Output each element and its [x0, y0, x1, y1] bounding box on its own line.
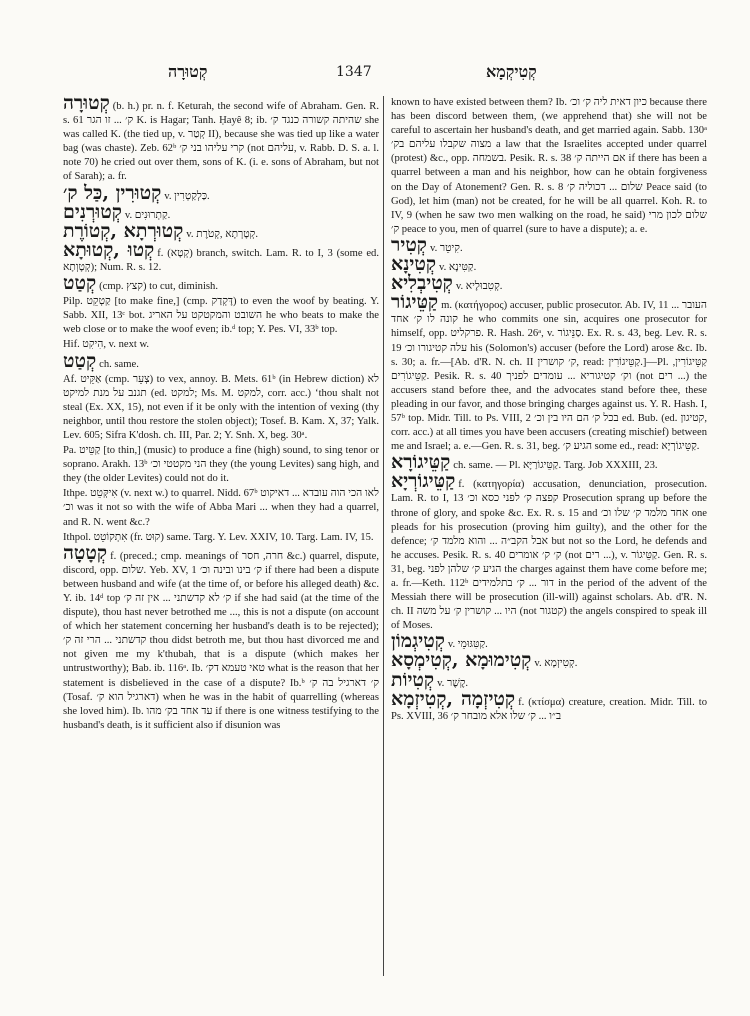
- entry-headword: קְטוּרִין ,כַּל ק׳: [63, 181, 162, 204]
- entry-definition: f. (κτίσμα) creature, creation. Midr. Till. to Ps. XVIII, 36 ב״ו ... ק׳ שלו אלא מובחר ק׳: [391, 696, 708, 722]
- dictionary-entry: [391, 233, 707, 256]
- dictionary-entry: [63, 444, 379, 486]
- entry-headword: קַטֵּיגוֹר: [391, 291, 439, 314]
- entry-definition: Ithpol. אִתְקוֹטֵט (fr. קוּט) same. Targ. Y. Lev. XXIV, 10. Targ. Lam. IV, 15.: [63, 531, 374, 543]
- entry-definition: v. קַתְרוּנִים.: [124, 209, 171, 221]
- entry-headword: קְטַט: [63, 272, 97, 295]
- dictionary-entry: [63, 338, 379, 352]
- left-running-headword: קְטוּרָה: [168, 62, 208, 81]
- dictionary-entry: [391, 687, 708, 724]
- entry-definition: m. (κατήγορος) accuser, public prosecutor. Ab. IV, 11 העובר ... קונה לו ק׳ אחד he who commits one sin, acquires one prosecutor for himself, opp. פרקליט. R. Hash. 26ᵃ, v. סַנֵּיגוֹר. Ex. R. s. 43, beg. Lev. R. s. 19 עלה קטיגורו וכ׳ his (Solomon's) accuser (before the Lord) arose &c. Ib. s. 30; a. fr.—[Ab. d'R. N. ch. II ק׳ קושרין, read: קַטֵּיגוֹרִין.]—Pl. קַטֵּיגוֹרִין, קַטֵּיגוֹרִים. Pesik. R. s. 40 וק׳ קטיגוריא ... עומדים לפניך (not רים ...) the accusers stand before thee, and the advocates stand before thee, these pleading in our favor, and those bringing charges against us. Y. R. Hash. I, 57ᵇ top. Midr. Till. to Ps. VIII, 2 בכל ק׳ הם היו בין וכ׳ ed. Bub. (ed. קטיגון, corr. acc.) at all times you have been accusers (creating mischief) between me and Israel; a. e.—Gen. R. s. 31, beg. הגיע ק׳ some ed., read: קַטֵּיגוֹרְיָא.: [391, 300, 708, 453]
- entry-definition: v. קְטִבוּלָיא.: [455, 281, 503, 293]
- entry-headword: קְטוּרְנִים: [63, 200, 122, 223]
- left-column: [63, 92, 380, 734]
- entry-definition: v. כַּלְקַטְרִין.: [164, 190, 210, 202]
- entry-definition: Hif. הִיקִט, v. next w.: [63, 339, 150, 351]
- dictionary-entry: [63, 541, 379, 733]
- right-running-headword: קְטִיקְמָא: [486, 62, 537, 81]
- dictionary-entry: [391, 291, 708, 454]
- entry-headword: קַטֵּיגוֹרְיָא: [391, 470, 456, 493]
- entry-headword: קְטוּרָה: [63, 92, 110, 114]
- dictionary-entry: [63, 272, 379, 295]
- dictionary-entry: [63, 238, 380, 275]
- entry-headword: קְטִימוּמָא ,קְטִימְסָא: [391, 649, 532, 672]
- dictionary-entry: [391, 649, 707, 672]
- entry-headword: קְטָטָה: [63, 541, 108, 564]
- entry-headword: קְטִיגְמוֹן: [391, 630, 445, 653]
- dictionary-entry: [391, 96, 707, 237]
- entry-headword: קְטִיוֹת: [391, 668, 435, 691]
- entry-definition: Pilp. קַטְקֵט [to make fine,] (cmp. דָּקְדַק) to even the woof by beating. Y. Sabb. XII, 13ᶜ bot. השובט והמקטקט על האריג he who beats to make the web close or to make the woof even; ib.ᵈ top; Y. Pes. VI, 33ᵇ top.: [63, 296, 380, 336]
- page-number: 1347: [336, 64, 372, 80]
- entry-headword: קְטוּ ,קְטוּתָא: [63, 238, 155, 261]
- entry-headword: קְטִיר: [391, 233, 427, 256]
- entry-definition: Ithpe. אִיקְּטֵט (v. next w.) to quarrel. Nidd. 67ᵇ לאו הכי הוה עובדא ... דאיקוט וכ׳ was it not so with the wife of Abba Mari ... when they had a quarrel, and R. N. went &c.?: [63, 488, 379, 528]
- entry-definition: known to have existed between them? Ib. כיון דאית ליה ק׳ וכ׳ because there has been discord between them, (we apprehend that) she will not be careful to ascertain her husband's death, and get married again. Sabb. 130ᵃ מצוה שקבלו עליהם בק׳ a law that the Israelites accepted under quarrel (protest) &c., opp. בשמחה. Pesik. R. s. 38 אם הייתה ק׳ if there has been a quarrel between a man and his neighbor, how can he obtain forgiveness on the Day of Atonement? Gen. R. s. 8 שלום ... דכוליה ק׳ Peace said (to God), let him (man) not be created, for he will be all quarrel. Koh. R. to IV, 9 (when he saw two men walking on the road, he said) שלום לכון מרי ק׳ peace to you, men of quarrel (sure to have a dispute); a. e.: [391, 97, 707, 235]
- entry-definition: v. קַטִּינָא.: [439, 262, 477, 274]
- dictionary-entry: [63, 349, 379, 372]
- entry-definition: (cmp. קצץ) to cut, diminish.: [99, 281, 218, 293]
- entry-headword: קְטוּרְתָא ,קְטוֹרֶת: [63, 219, 184, 242]
- entry-headword: קְטִיבְלִיא: [391, 272, 453, 295]
- dictionary-entry: [63, 373, 379, 443]
- dictionary-entry: [63, 487, 379, 529]
- entry-definition: v. קְטָרְתָא ,קְטֹרֶת.: [186, 228, 258, 240]
- dictionary-entry: [391, 470, 708, 633]
- entry-definition: f. (preced.; cmp. meanings of חרה, חסר &c.) quarrel, dispute, discord, opp. שלום. Yeb. XV, 1 ק׳ בינו ובינה וכ׳ if there had been a dispute between husband and wife (at the time of, or before his alleged death) &c. Y. ib. 14ᵈ top ק׳ לא קדשתני ... אין זה ק׳ if she had said (at the time of the dispute), thou hast never betrothed me ..., this is not a dispute (on account of which her statement concerning her husband's death is to be rejected); קדשתני ... הרי זה ק׳ thou didst betroth me, but thou hast divorced me and not given me my k'thubah, that is a dispute (which makes her untrustworthy); Bab. ib. 116ᵃ. Ib. טאי טעמא דק׳ what is the reason that her statement is disbelieved in the case of a dispute? Ib.ᵇ ק׳ דארגיל בה ק׳ (Tosaf. דארגיל הוא ק׳) when he was in the habit of quarrelling (whereas she loved him). Ib. עד אחד בק׳ מהו if there is one witness testifying to the husband's death, is it sufficient also if disunion was: [63, 550, 379, 731]
- column-divider: [383, 96, 384, 976]
- entry-definition: v. קֶשֶׁר.: [437, 677, 469, 689]
- entry-definition: (b. h.) pr. n. f. Keturah, the second wife of Abraham. Gen. R. s. 61 ק׳ ... זו הגר K. is Hagar; Tanh. Ḥayê 8; ib. שהיתה קשורה כנגד ק׳ she was called K. (the tied up, v. קְטַר II), because she was tied up like a water bag (was chaste). Zeb. 62ᵇ קרי עליהו בני ק׳ (not עליהם, v. Rabb. D. S. a. l. note 70) he cried out over them, sons of K. (i. e. sons of Abraham, but not of Sarah); a. fr.: [63, 101, 380, 183]
- dictionary-entry: [63, 92, 380, 185]
- dictionary-entry: [63, 531, 379, 545]
- entry-definition: ch. same.: [99, 358, 139, 370]
- entry-definition: v. קְטִיזְמָא.: [534, 658, 578, 670]
- entry-definition: f. (קְטָא) branch, switch. Lam. R. to I, 3 (some ed. קְטָוְתָא); Num. R. s. 12.: [63, 247, 380, 273]
- right-column: [391, 96, 707, 725]
- entry-headword: קַטֵּיגוֹרָא: [391, 451, 451, 474]
- entry-definition: Af. אַקֵּיט (cmp. צְעֵר) to vex, annoy. B. Mets. 61ᵇ (in Hebrew diction) לא תגנב על מנת למיקט (ed. למקט; Ms. M. למקט, corr. acc.) ‘thou shalt not steal (Ex. XX, 15), not even if it be only with the intention of vexing (thy neighbor, until thou restore the stolen object); Tosef. B. Kam. X, 37; Yalk. Lev. 605; Sifra K'dosh. ch. III, Par. 2; Y. Snh. X, beg. 30ᵃ.: [63, 373, 380, 441]
- entry-definition: Pa. קַטֵּיט [to thin,] (music) to produce a fine (high) sound, to sing tenor or soprano. Arakh. 13ᵇ הני מקטטי וכ׳ they (the young Levites) sang high, and they (the older Levites) could not do it.: [63, 445, 380, 485]
- dictionary-entry: [63, 295, 379, 337]
- entry-definition: v. קִיטֵר.: [429, 242, 463, 254]
- running-header: [60, 58, 690, 86]
- entry-definition: ch. same. — Pl. קַטֵּיגוֹרַיָּא. Targ. Job XXXIII, 23.: [453, 460, 658, 472]
- entry-definition: f. (κατηγορία) accusation, denunciation, prosecution. Lam. R. to I, 13 קפצה ק׳ לפני כסא וכ׳ Prosecution sprang up before the throne of glory, and spoke &c. Ex. R. s. 15 and אחד מלמד ק׳ שלו וכ׳ one pleads for his prosecution (proving him guilty), and the other for the defence; אבל הקב״ה ... והוא מלמד ק׳ but not so the Lord, he defends and he accuses. Pesik. R. s. 40 ק׳ ק׳ אומרים (not רים ...), v. קַטֵּיגוֹר. Gen. R. s. 31, beg. הגיע ק׳ שלהן לפני the charges against them have come before me; a. fr.—Keth. 112ᵇ דור ... ק׳ בתלמידים in the period of the advent of the Messiah there will be prosecution (ill-will) against scholars. Ab. d'R. N. ch. II היו ... קושרין ק׳ על משה (not קטגור) the angels conspired to speak ill of Moses.: [391, 479, 708, 632]
- entry-headword: קְטַט: [63, 349, 97, 372]
- dictionary-entry: [391, 272, 707, 295]
- entry-headword: קְטִינָא: [391, 253, 437, 276]
- entry-definition: v. קַטִּגּוּמֵי.: [447, 639, 488, 651]
- entry-headword: קְטִיזְמָה ,קְטִיזְמָא: [391, 687, 516, 710]
